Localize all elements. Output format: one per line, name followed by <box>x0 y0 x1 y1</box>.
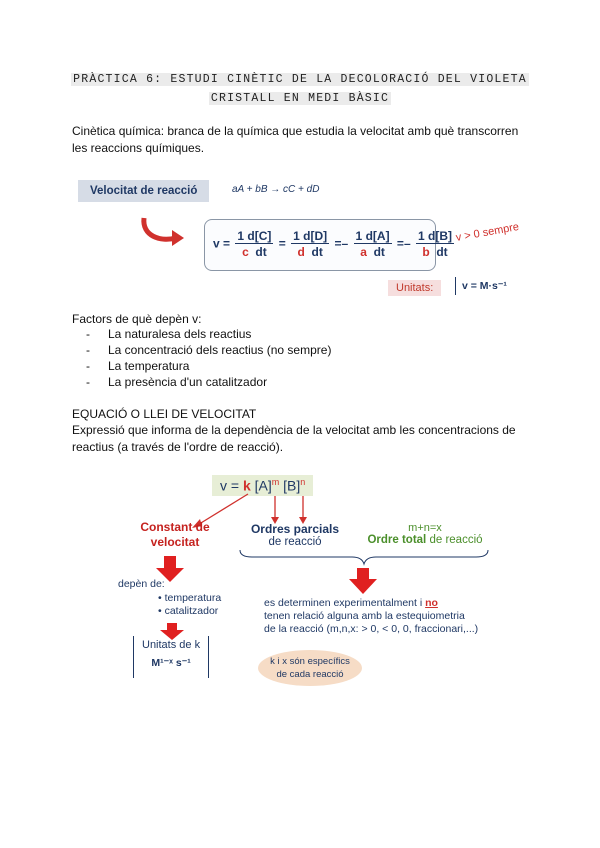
experimental-note: es determinen experimentalment i no tenen relació alguna amb la estequiometria de la reacció (m,n,x: > 0, < 0, 0, fraccionari,...) <box>264 597 479 635</box>
rate-label: Velocitat de reacció <box>78 180 209 202</box>
big-arrow-right <box>349 579 377 594</box>
equals-sign: = <box>278 236 286 251</box>
depends-on-label: depèn de: <box>118 578 165 590</box>
rate-law-text: Expressió que informa de la dependència de la velocitat amb les concentracions de reactius (a través de l'ordre de reacció). <box>72 423 516 454</box>
term-d: $\frac{1 d[D]}{\text{d dt}}$ <box>293 229 328 259</box>
rate-law-heading: EQUACIÓ O LLEI DE VELOCITAT <box>72 407 257 421</box>
list-item: - La presència d'un catalitzador <box>72 374 532 390</box>
term-b: $\frac{1 d[B]}{\text{b dt}}$ <box>417 229 452 259</box>
list-item: - La naturalesa dels reactius <box>72 326 532 342</box>
brace <box>240 550 488 564</box>
units-label: Unitats: <box>388 280 441 296</box>
factors-heading: Factors de què depèn v: <box>72 312 202 326</box>
list-item: - La temperatura <box>72 358 532 374</box>
rate-law-equation: v = k $[A]^m$ $[B]^n$ <box>212 475 313 496</box>
units-value: v = M·s⁻¹ <box>455 277 507 295</box>
intro-paragraph: Cinètica química: branca de la química que estudia la velocitat amb què transcorren les reaccions químiques. <box>72 124 519 155</box>
dep-item-temperature: • temperatura <box>158 592 222 604</box>
minus-sign: – <box>403 236 411 251</box>
title-line-2: CRISTALL EN MEDI BÀSIC <box>210 92 390 105</box>
term-a: $\frac{1 d[A]}{\text{a dt}}$ <box>355 229 390 259</box>
list-item: - La concentració dels reactius (no sempre) <box>72 342 532 358</box>
equals-sign: = <box>396 236 404 251</box>
title-line-1: PRÀCTICA 6: ESTUDI CINÈTIC DE LA DECOLORACIÓ DEL VIOLETA <box>73 73 527 86</box>
partial-orders-label: Ordres parcials de reacció <box>250 522 340 548</box>
equals-sign: = <box>334 236 342 251</box>
units-k-box: Unitats de k M¹⁻ˣ s⁻¹ <box>133 636 209 678</box>
reaction-equation: aA + bB → cC + dD <box>232 184 320 195</box>
equals-sign: = <box>223 236 231 251</box>
rate-constant-label: Constant de velocitat <box>140 520 210 549</box>
always-positive-note: v > 0 sempre <box>454 220 520 244</box>
dep-item-catalyst: • catalitzador <box>158 605 219 617</box>
rate-v: v <box>213 236 220 251</box>
total-order-label: m+n=x Ordre total de reacció <box>367 522 483 546</box>
minus-sign: – <box>341 236 349 251</box>
term-c: $\frac{1 d[C]}{\text{c dt}}$ <box>237 229 272 259</box>
specific-note: k i x són específics de cada reacció <box>258 650 362 686</box>
